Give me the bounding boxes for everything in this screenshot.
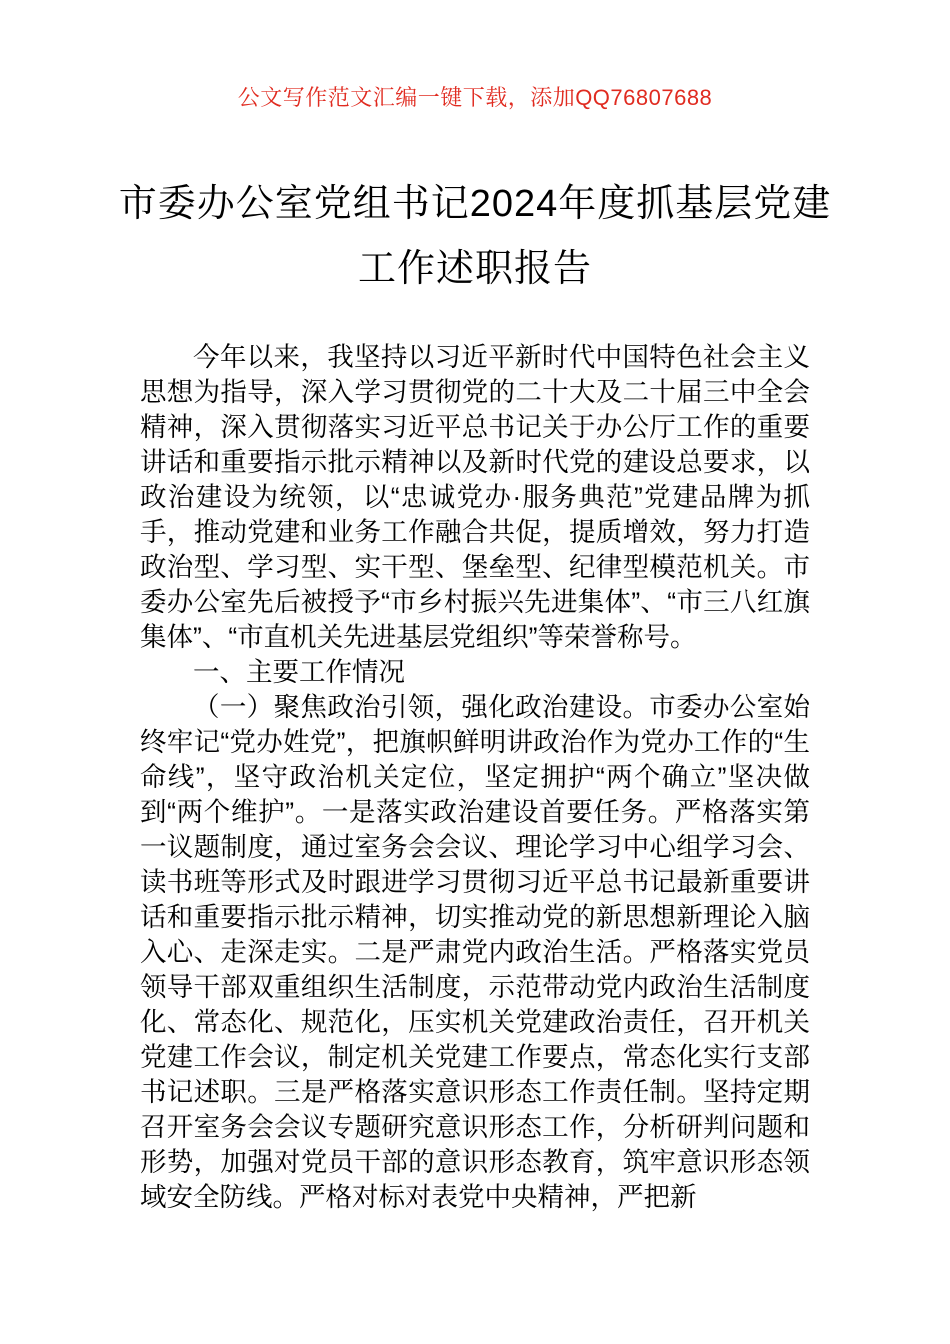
body-paragraph-intro: 今年以来，我坚持以习近平新时代中国特色社会主义思想为指导，深入学习贯彻党的二十大及二十届三中全会精神，深入贯彻落实习近平总书记关于办公厅工作的重要讲话和重要指示批示精神以及新时代党的建设总要求，以政治建设为统领，以“忠诚党办·服务典范”党建品牌为抓手，推动党建和业务工作融合共促，提质增效，努力打造政治型、学习型、实干型、堡垒型、纪律型模范机关。市委办公室先后被授予“市乡村振兴先进集体”、“市三八红旗集体”、“市直机关先进基层党组织”等荣誉称号。: [140, 342, 810, 652]
header-notice: 公文写作范文汇编一键下载，添加QQ76807688: [237, 85, 713, 110]
document-title: [0, 172, 950, 302]
title-line-1: 市委办公室党组书记2024年度抓基层党建: [118, 183, 832, 225]
title-line-2: 工作述职报告: [357, 248, 592, 290]
body-paragraph-political-building: （一）聚焦政治引领，强化政治建设。市委办公室始终牢记“党办姓党”，把旗帜鲜明讲政治作为党办工作的“生命线”，坚守政治机关定位，坚定拥护“两个确立”坚决做到“两个维护”。一是落实政治建设首要任务。严格落实第一议题制度，通过室务会会议、理论学习中心组学习会、读书班等形式及时跟进学习贯彻习近平总书记最新重要讲话和重要指示批示精神，切实推动党的新思想新理论入脑入心、走深走实。二是严肃党内政治生活。严格落实党员领导干部双重组织生活制度，示范带动党内政治生活制度化、常态化、规范化，压实机关党建政治责任，召开机关党建工作会议，制定机关党建工作要点，常态化实行支部书记述职。三是严格落实意识形态工作责任制。坚持定期召开室务会会议专题研究意识形态工作，分析研判问题和形势，加强对党员干部的意识形态教育，筑牢意识形态领域安全防线。严格对标对表党中央精神，严把新: [140, 692, 810, 1212]
section-heading-main-work: 一、主要工作情况: [193, 657, 405, 687]
document-body: [140, 340, 810, 1215]
